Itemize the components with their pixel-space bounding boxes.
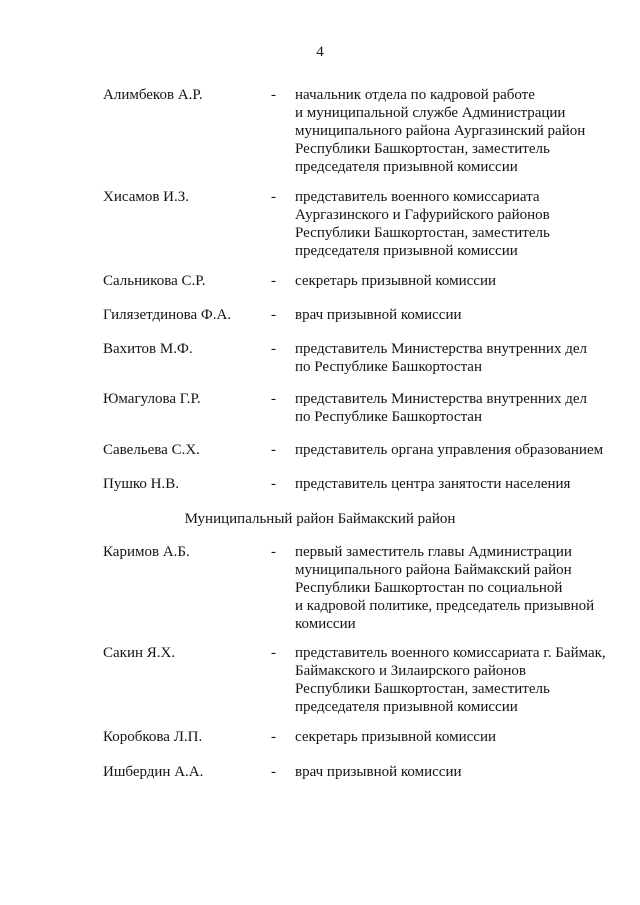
member-position	[295, 272, 635, 290]
dash: -	[271, 442, 276, 458]
dash: -	[271, 391, 276, 407]
member-position	[295, 644, 635, 716]
position-line: начальник отдела по кадровой работе	[295, 87, 535, 103]
member-name: Вахитов М.Ф.	[103, 341, 193, 357]
member-name: Гилязетдинова Ф.А.	[103, 307, 232, 323]
position-line: и кадровой политике, председатель призывной	[295, 598, 595, 614]
member-name: Пушко Н.В.	[103, 476, 179, 492]
member-name: Сальникова С.Р.	[103, 273, 206, 289]
page-number: 4	[316, 44, 324, 60]
member-position	[295, 475, 635, 493]
dash: -	[271, 645, 276, 661]
dash: -	[271, 87, 276, 103]
member-name: Юмагулова Г.Р.	[103, 391, 201, 407]
position-line: врач призывной комиссии	[295, 307, 462, 323]
member-name: Ишбердин А.А.	[103, 764, 204, 780]
position-line: Республики Башкортостан, заместитель	[295, 225, 550, 241]
dash: -	[271, 476, 276, 492]
position-line: представитель органа управления образованием	[295, 442, 604, 458]
position-line: председателя призывной комиссии	[295, 699, 518, 715]
dash: -	[271, 764, 276, 780]
position-line: Аургазинского и Гафурийского районов	[295, 207, 550, 223]
member-position	[295, 188, 635, 260]
member-name: Алимбеков А.Р.	[103, 87, 203, 103]
section-heading: Муниципальный район Баймакский район	[184, 511, 456, 527]
dash: -	[271, 307, 276, 323]
member-position	[295, 86, 635, 176]
position-line: врач призывной комиссии	[295, 764, 462, 780]
position-line: представитель Министерства внутренних дел	[295, 391, 587, 407]
position-line: секретарь призывной комиссии	[295, 729, 497, 745]
position-line: представитель Министерства внутренних дел	[295, 341, 587, 357]
dash: -	[271, 729, 276, 745]
member-position	[295, 441, 635, 459]
position-line: муниципального района Аургазинский район	[295, 123, 586, 139]
member-name: Каримов А.Б.	[103, 544, 190, 560]
position-line: председателя призывной комиссии	[295, 243, 518, 259]
member-position	[295, 340, 635, 376]
member-name: Сакин Я.Х.	[103, 645, 176, 661]
position-line: первый заместитель главы Администрации	[295, 544, 572, 560]
position-line: муниципального района Баймакский район	[295, 562, 572, 578]
position-line: представитель военного комиссариата	[295, 189, 540, 205]
member-name: Хисамов И.З.	[103, 189, 190, 205]
position-line: представитель центра занятости населения	[295, 476, 571, 492]
position-line: секретарь призывной комиссии	[295, 273, 497, 289]
position-line: Республики Башкортостан по социальной	[295, 580, 563, 596]
position-line: по Республике Башкортостан	[295, 409, 482, 425]
position-line: комиссии	[295, 616, 356, 632]
member-position	[295, 390, 635, 426]
position-line: Баймакского и Зилаирского районов	[295, 663, 526, 679]
dash: -	[271, 189, 276, 205]
position-line: по Республике Башкортостан	[295, 359, 482, 375]
member-name: Коробкова Л.П.	[103, 729, 203, 745]
member-name: Савельева С.Х.	[103, 442, 200, 458]
position-line: Республики Башкортостан, заместитель	[295, 141, 550, 157]
dash: -	[271, 544, 276, 560]
member-position	[295, 543, 635, 633]
member-position	[295, 306, 635, 324]
member-position	[295, 728, 635, 746]
position-line: и муниципальной службе Администрации	[295, 105, 566, 121]
member-position	[295, 763, 635, 781]
position-line: председателя призывной комиссии	[295, 159, 518, 175]
position-line: Республики Башкортостан, заместитель	[295, 681, 550, 697]
dash: -	[271, 273, 276, 289]
dash: -	[271, 341, 276, 357]
position-line: представитель военного комиссариата г. Баймак,	[295, 645, 606, 661]
